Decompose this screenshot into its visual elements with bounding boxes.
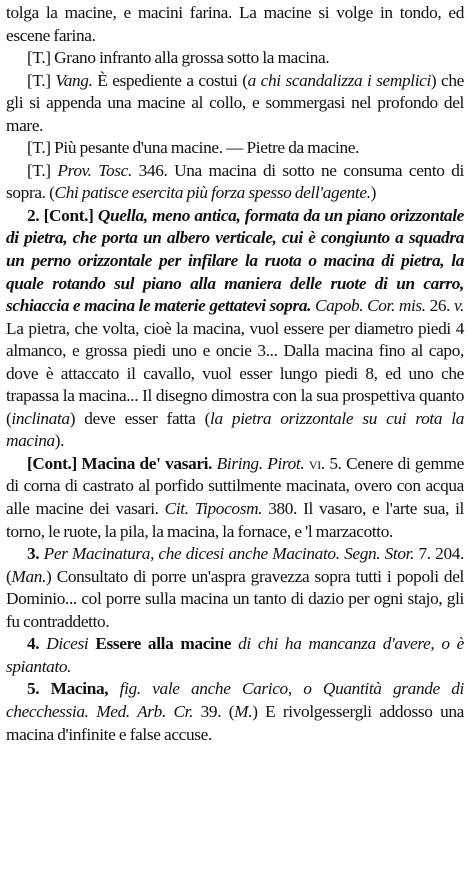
text-segment: v. — [453, 296, 464, 316]
text-segment: inclinata — [11, 408, 70, 428]
text-segment: Vang. — [55, 70, 93, 90]
text-segment: ). — [54, 431, 65, 451]
text-segment: ) che gli si appenda una macine al collo, e sommergasi nel profondo del mare. — [6, 70, 464, 135]
text-segment: La pietra, che volta, cioè la macina, vuol essere per diametro piedi 4 almanco, e grossa piedi uno e oncie 3... Dalla macina fino al capo, dove è attaccato il cavallo, vuol esser lungo piedi 8, ed uno che trapassa la macina... Il disegno dimostra con la sua prospettiva quanto ( — [6, 318, 464, 428]
text-segment: ) Consultato di porre un'aspra gravezza sopra tutti i popoli del Dominio... col porre sulla macina un tanto di dazio per ogni stajo, gli fu contraddetto. — [6, 566, 464, 631]
text-segment: 2. [Cont.] — [27, 205, 98, 225]
entry-paragraph — [6, 70, 464, 138]
text-segment: Med. Arb. Cr. — [96, 701, 194, 721]
text-segment: vi — [308, 453, 321, 473]
text-segment: [T.] — [27, 160, 58, 180]
text-segment: M. — [234, 701, 253, 721]
text-segment: 39. ( — [193, 701, 235, 721]
text-segment: ) deve esser fatta ( — [69, 408, 211, 428]
text-segment: ) E rivolgessergli addosso una macina d'infinite e false accuse. — [6, 701, 464, 744]
dictionary-page — [6, 2, 464, 746]
text-segment: Man. — [11, 566, 47, 586]
text-segment: Biring. Pirot. — [216, 453, 305, 473]
entry-paragraph — [6, 137, 464, 160]
text-segment: [T.] — [27, 70, 56, 90]
text-segment: tolga la macine, e macini farina. La macine si volge in tondo, ed escene farina. — [6, 3, 464, 45]
text-segment: 380. Il vasaro, e l'arte sua, il torno, le ruote, la pila, la macina, la fornace, e 'l marzacotto. — [6, 499, 464, 541]
text-segment: Chi patisce esercita più forza spesso dell'agente. — [54, 183, 371, 203]
text-segment: 5. Macina, — [27, 679, 109, 699]
text-segment: Essere alla macine — [88, 634, 232, 654]
text-segment: [Cont.] Macina de' vasari. — [27, 453, 213, 473]
text-segment: [T.] Più pesante d'una macine. — Pietre da macine. — [27, 138, 360, 158]
text-segment: Segn. Stor. — [344, 544, 415, 564]
text-segment: 7. 204. ( — [6, 544, 465, 586]
text-segment: la pietra orizzontale su cui rota la macina — [6, 408, 465, 451]
text-segment: ) — [370, 183, 377, 203]
entry-paragraph — [6, 543, 464, 633]
text-segment: È espediente a costui ( — [92, 70, 248, 90]
text-segment: 4. — [27, 634, 47, 654]
entry-paragraph — [6, 678, 464, 746]
text-segment: Cit. Tipocosm. — [164, 499, 263, 519]
text-segment: . 5. Cenere di gemme di corna di castrato al porfido suttilmente macinata, overo con acqua alle macine dei vasari. — [6, 453, 464, 519]
entry-paragraph — [6, 160, 464, 205]
text-segment: 26. — [425, 296, 454, 316]
entry-paragraph — [6, 205, 464, 453]
text-segment: Quella, meno antica, formata da un piano orizzontale di pietra, che porta un albero verticale, cui è congiunto a squadra un perno orizzontale per infilare la ruota o macina di pietra, la quale rotando sul piano alla maniera delle ruote di un carro, schiaccia e macina le materie gettatevi sopra. — [6, 205, 464, 316]
entry-paragraph — [6, 633, 464, 678]
text-segment: 346. Una macina di sotto ne consuma cento di sopra. ( — [6, 160, 464, 203]
text-segment: Dicesi — [46, 634, 89, 654]
text-segment: di chi ha mancanza d'avere, o è spiantato. — [6, 634, 464, 676]
text-segment: Prov. Tosc. — [57, 160, 132, 180]
entry-paragraph — [6, 47, 464, 70]
text-segment: Capob. Cor. mis. — [314, 296, 426, 316]
text-segment: Per Macinatura, che dicesi anche Macinato. — [43, 544, 340, 564]
text-segment: fig. vale anche Carico, o Quantità grande di checchessia. — [6, 679, 465, 721]
entry-paragraph — [6, 453, 464, 543]
entry-paragraph — [6, 2, 464, 47]
text-segment: a chi scandalizza i semplici — [247, 70, 431, 90]
text-segment: 3. — [27, 544, 44, 564]
text-segment: [T.] Grano infranto alla grossa sotto la macina. — [27, 48, 330, 68]
